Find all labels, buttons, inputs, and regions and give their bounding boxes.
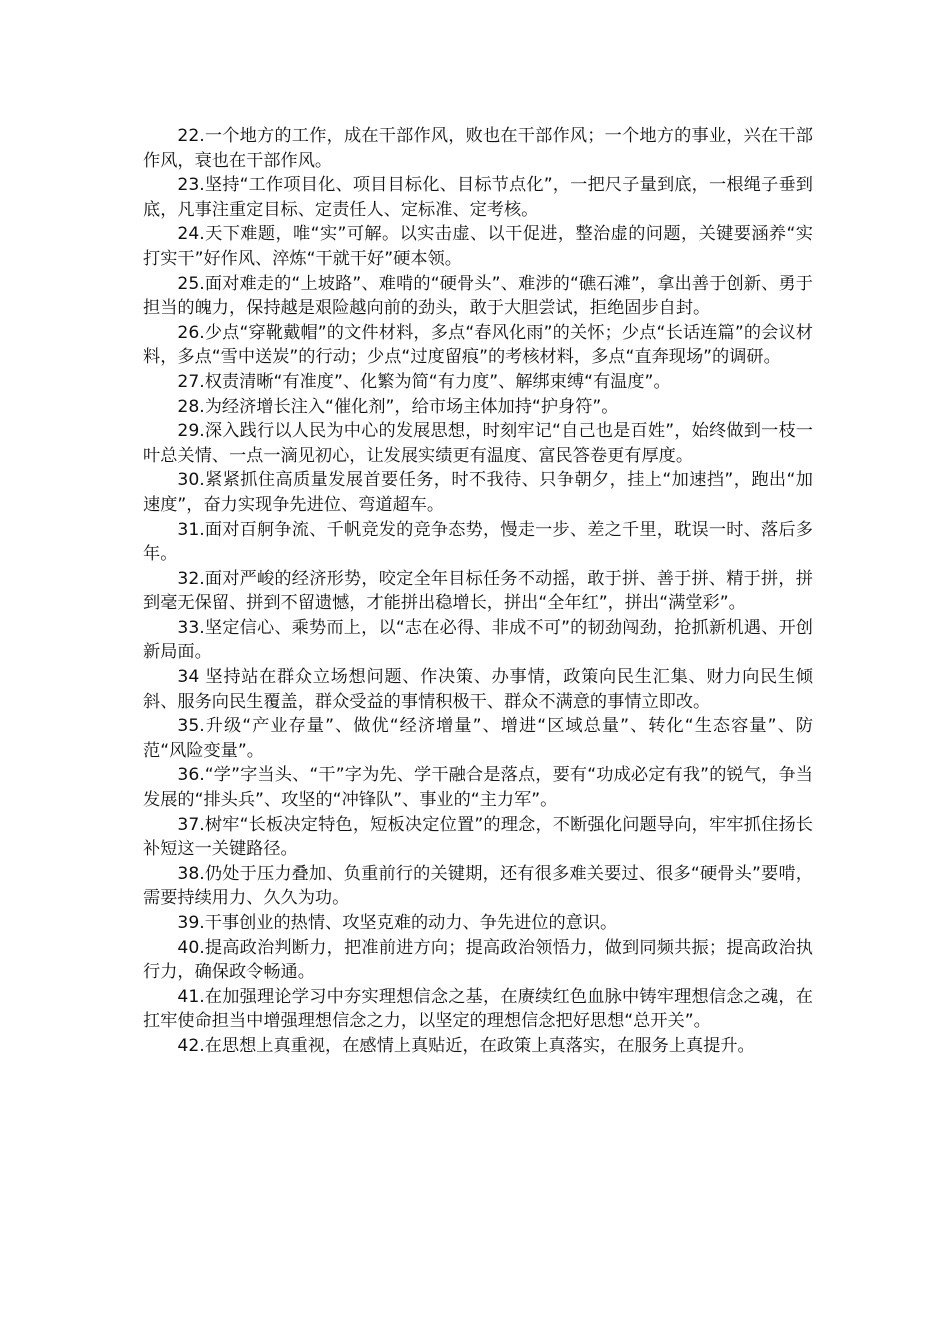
paragraph-30: 30.紧紧抓住高质量发展首要任务，时不我待、只争朝夕，挂上“加速挡”，跑出“加速度”，奋力实现争先进位、弯道超车。 [143, 470, 813, 515]
paragraph-41: 41.在加强理论学习中夯实理想信念之基，在赓续红色血脉中铸牢理想信念之魂，在扛牢使命担当中增强理想信念之力，以坚定的理想信念把好思想“总开关”。 [143, 986, 813, 1032]
paragraph-32: 32.面对严峻的经济形势，咬定全年目标任务不动摇，敢于拼、善于拼、精于拼，拼到毫无保留、拼到不留遗憾，才能拼出稳增长，拼出“全年红”，拼出“满堂彩”。 [143, 568, 813, 614]
paragraph-29: 29.深入践行以人民为中心的发展思想，时刻牢记“自己也是百姓”，始终做到一枝一叶总关情、一点一滴见初心，让发展实绩更有温度、富民答卷更有厚度。 [143, 421, 813, 466]
document-body [143, 124, 813, 1059]
paragraph-26: 26.少点“穿靴戴帽”的文件材料，多点“春风化雨”的关怀；少点“长话连篇”的会议材料，多点“雪中送炭”的行动；少点“过度留痕”的考核材料，多点“直奔现场”的调研。 [143, 322, 813, 368]
paragraph-36: 36.“学”字当头、“干”字为先、学干融合是落点，要有“功成必定有我”的锐气，争当发展的“排头兵”、攻坚的“冲锋队”、事业的“主力军”。 [143, 765, 813, 811]
paragraph-34: 34 坚持站在群众立场想问题、作决策、办事情，政策向民生汇集、财力向民生倾斜、服务向民生覆盖，群众受益的事情积极干、群众不满意的事情立即改。 [143, 667, 813, 712]
paragraph-40: 40.提高政治判断力，把准前进方向；提高政治领悟力，做到同频共振；提高政治执行力，确保政令畅通。 [143, 937, 813, 983]
paragraph-35: 35.升级“产业存量”、做优“经济增量”、增进“区域总量”、转化“生态容量”、防范“风险变量”。 [143, 716, 813, 761]
paragraph-31: 31.面对百舸争流、千帆竞发的竞争态势，慢走一步、差之千里，耽误一时、落后多年。 [143, 519, 813, 565]
paragraph-27: 27.权责清晰“有准度”、化繁为简“有力度”、解绑束缚“有温度”。 [177, 371, 671, 392]
paragraph-23: 23.坚持“工作项目化、项目目标化、目标节点化”，一把尺子量到底，一根绳子垂到底，凡事注重定目标、定责任人、定标准、定考核。 [143, 175, 813, 220]
paragraph-42: 42.在思想上真重视，在感情上真贴近，在政策上真落实，在服务上真提升。 [177, 1035, 755, 1056]
paragraph-39: 39.干事创业的热情、攻坚克难的动力、争先进位的意识。 [177, 913, 618, 933]
paragraph-37: 37.树牢“长板决定特色，短板决定位置”的理念，不断强化问题导向，牢牢抓住扬长补短这一关键路径。 [143, 814, 813, 860]
paragraph-24: 24.天下难题，唯“实”可解。以实击虚、以干促进，整治虚的问题，关键要涵养“实打实干”好作风、淬炼“干就干好”硬本领。 [143, 224, 813, 269]
paragraph-28: 28.为经济增长注入“催化剂”，给市场主体加持“护身符”。 [177, 396, 619, 417]
paragraph-33: 33.坚定信心、乘势而上，以“志在必得、非成不可”的韧劲闯劲，抢抓新机遇、开创新局面。 [143, 617, 813, 663]
paragraph-38: 38.仍处于压力叠加、负重前行的关键期，还有很多难关要过、很多“硬骨头”要啃，需要持续用力、久久为功。 [143, 863, 813, 909]
paragraph-22: 22.一个地方的工作，成在干部作风，败也在干部作风；一个地方的事业，兴在干部作风，衰也在干部作风。 [143, 126, 813, 171]
paragraph-25: 25.面对难走的“上坡路”、难啃的“硬骨头”、难涉的“礁石滩”，拿出善于创新、勇于担当的魄力，保持越是艰险越向前的劲头，敢于大胆尝试，拒绝固步自封。 [143, 273, 813, 319]
